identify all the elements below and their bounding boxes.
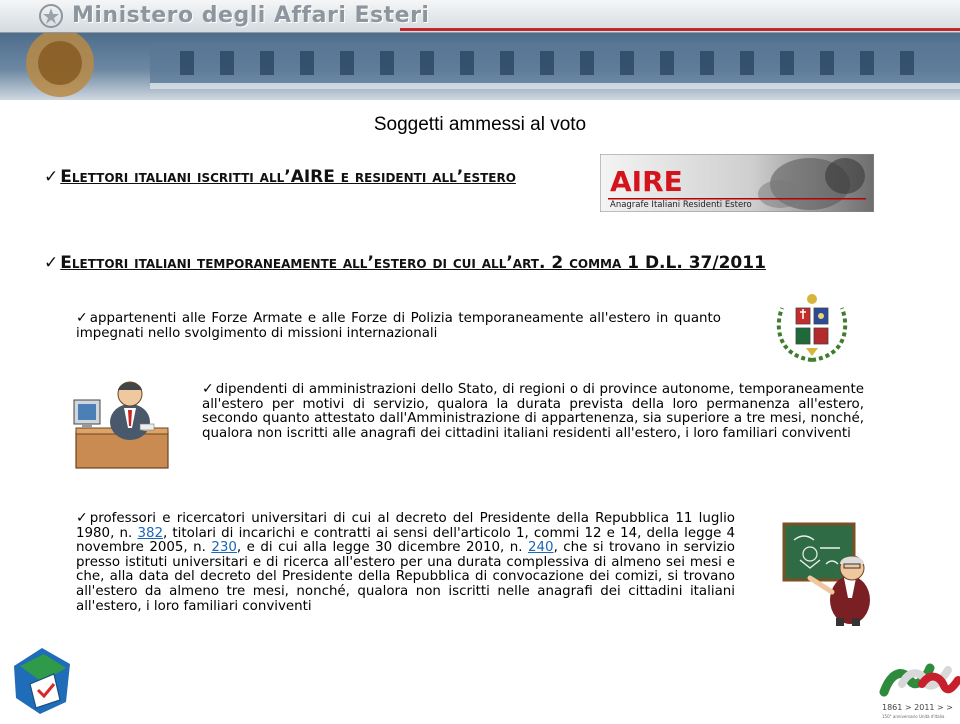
anniversary-caption: 150° anniversario Unità d'Italia — [882, 714, 945, 719]
republic-emblem-icon — [36, 3, 66, 29]
ministry-building-image — [0, 33, 960, 100]
anniversary-flag-icon — [870, 650, 960, 720]
item-armed-forces-text: appartenenti alle Forze Armate e alle Forze di Polizia temporaneamente all'estero in quanto impegnati nello svolgimento di missioni internazionali — [76, 311, 721, 341]
ministry-title: Ministero degli Affari Esteri — [72, 3, 430, 28]
checkmark-icon: ✓ — [44, 253, 59, 273]
category-temporarily-abroad — [44, 254, 924, 272]
header-accent-line — [400, 28, 960, 31]
office-clerk-illustration — [70, 374, 174, 474]
item-professors-text-4: , che si trovano in servizio presso istituti universitari e di ricerca all'estero per una durata complessiva di almeno sei mesi e che, alla data del decreto del Presidente della Repubblica di convocazione dei comizi, si trovano all'estero da almeno tre mesi, nonché, qualora non iscritti nelle anagrafi dei cittadini italiani all'estero, i loro familiari conviventi — [76, 540, 735, 614]
checkmark-icon: ✓ — [76, 310, 88, 326]
item-armed-forces — [76, 311, 721, 341]
ministry-header-banner — [0, 0, 960, 100]
item-state-employees — [202, 382, 864, 441]
item-professors-text-1: professori e ricercatori universitari di cui al decreto del Presidente della Repubblica 11 luglio 1980, n. — [76, 511, 735, 541]
checkmark-icon: ✓ — [44, 167, 59, 187]
category-aire-residents — [44, 168, 584, 186]
vote-abroad-logo — [10, 644, 74, 716]
aire-logo-title: AIRE — [610, 165, 683, 198]
anniversary-dates: 1861 > 2011 > > — [882, 703, 953, 712]
item-professors-text-2: , titolari di incarichi e contratti ai sensi dell'articolo 1, commi 12 e 14, della legge 4 novembre 2005, n. — [76, 525, 736, 556]
aire-logo — [600, 154, 874, 212]
item-university-professors — [76, 511, 735, 614]
law-230-link[interactable]: 230 — [211, 540, 237, 556]
category-aire-label: Elettori italiani iscritti all’AIRE e residenti all’estero — [60, 167, 516, 187]
law-382-link[interactable]: 382 — [137, 525, 163, 541]
armed-forces-emblem-icon — [770, 290, 854, 366]
item-professors-text-3: , e di cui alla legge 30 dicembre 2010, n. — [236, 540, 528, 556]
category-temporary-label: Elettori italiani temporaneamente all’estero di cui all’art. 2 comma 1 D.L. 37/2011 — [60, 253, 766, 273]
law-240-link[interactable]: 240 — [528, 540, 554, 556]
checkmark-icon: ✓ — [76, 510, 88, 526]
aire-logo-subtitle: Anagrafe Italiani Residenti Estero — [610, 200, 752, 210]
professor-blackboard-illustration — [780, 518, 880, 626]
slide-title: Soggetti ammessi al voto — [373, 114, 587, 135]
checkmark-icon: ✓ — [202, 381, 214, 397]
unification-anniversary-logo — [870, 650, 960, 720]
item-state-employees-text: dipendenti di amministrazioni dello Stato, di regioni o di province autonome, temporaneamente all'estero per motivi di servizio, qualora la durata prevista della loro permanenza all'estero, secondo quanto attestato dall'Amministrazione di appartenenza, sia superiore a tre mesi, nonché, qualora non iscritti alle anagrafi dei cittadini italiani residenti all'estero, i loro familiari conviventi — [202, 382, 864, 441]
